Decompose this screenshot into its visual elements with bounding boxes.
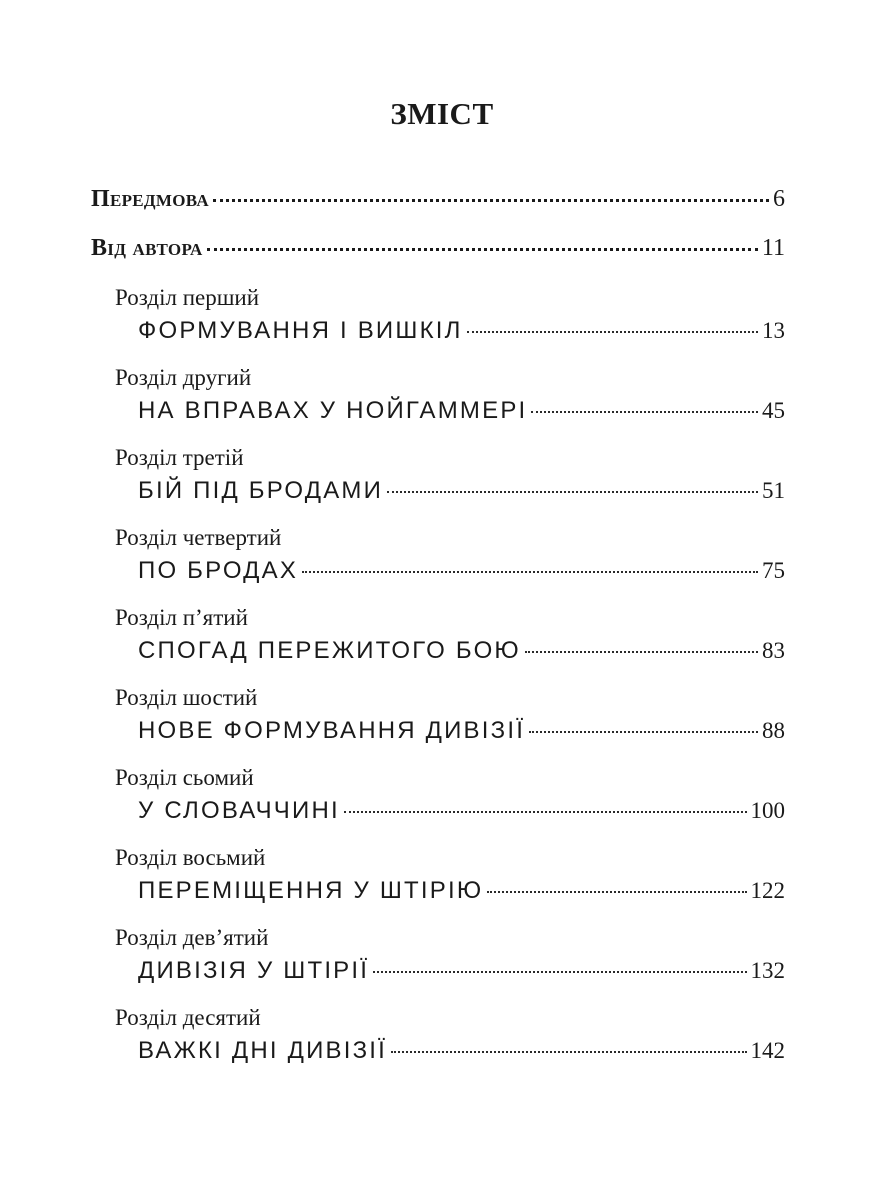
- toc-entry-title: Від автора: [91, 235, 203, 261]
- toc-entry-title: ВАЖКІ ДНІ ДИВІЗІЇ: [138, 1037, 388, 1064]
- toc-entry-page: 6: [773, 186, 785, 212]
- toc-entry-page: 13: [762, 318, 785, 343]
- dot-leader: [213, 199, 769, 202]
- dot-leader: [344, 811, 747, 813]
- chapter-label: Розділ сьомий: [115, 765, 254, 790]
- dot-leader: [373, 971, 746, 973]
- toc-entry-page: 83: [762, 638, 785, 663]
- toc-entry-title: ПО БРОДАХ: [138, 557, 299, 584]
- toc-entry-chapter[interactable]: [138, 717, 785, 745]
- toc-entry-page: 122: [750, 878, 785, 903]
- chapter-label: Розділ восьмий: [115, 845, 266, 870]
- chapter-label: Розділ перший: [115, 285, 260, 310]
- toc-entry-chapter[interactable]: [138, 477, 785, 505]
- toc-entry-title: СПОГАД ПЕРЕЖИТОГО БОЮ: [138, 637, 521, 664]
- chapter-label: Розділ десятий: [115, 1005, 261, 1030]
- toc-entry-title: ФОРМУВАННЯ І ВИШКІЛ: [138, 317, 463, 344]
- dot-leader: [531, 411, 758, 413]
- dot-leader: [467, 331, 758, 333]
- chapter-label: Розділ п’ятий: [115, 605, 248, 630]
- toc-entry-chapter[interactable]: [138, 1037, 785, 1065]
- toc-entry-title: БІЙ ПІД БРОДАМИ: [138, 477, 384, 504]
- dot-leader: [525, 651, 758, 653]
- toc-entry-chapter[interactable]: [138, 557, 785, 585]
- chapter-label: Розділ шостий: [115, 685, 258, 710]
- chapter-label: Розділ третій: [115, 445, 244, 470]
- toc-entry-page: 132: [750, 958, 785, 983]
- toc-entry-chapter[interactable]: [138, 957, 785, 985]
- toc-entry-title: ПЕРЕМІЩЕННЯ У ШТІРІЮ: [138, 877, 484, 904]
- toc-entry-page: 142: [750, 1038, 785, 1063]
- dot-leader: [487, 891, 746, 893]
- toc-entry-page: 75: [762, 558, 785, 583]
- toc-entry-chapter[interactable]: [138, 797, 785, 825]
- toc-entry-chapter[interactable]: [138, 317, 785, 345]
- dot-leader: [391, 1051, 746, 1053]
- dot-leader: [387, 491, 758, 493]
- page-title: ЗМІСТ: [390, 96, 494, 131]
- toc-entry-page: 45: [762, 398, 785, 423]
- toc-entry-title: НА ВПРАВАХ У НОЙГАММЕРІ: [138, 397, 528, 424]
- toc-entry-title: Передмова: [91, 186, 209, 212]
- toc-entry-chapter[interactable]: [138, 397, 785, 425]
- chapter-label: Розділ четвертий: [115, 525, 282, 550]
- toc-entry-title: ДИВІЗІЯ У ШТІРІЇ: [138, 957, 370, 984]
- dot-leader: [302, 571, 758, 573]
- toc-entry-title: У СЛОВАЧЧИНІ: [138, 797, 340, 824]
- toc-entry-page: 88: [762, 718, 785, 743]
- toc-entry-chapter[interactable]: [138, 877, 785, 905]
- toc-entry-preface[interactable]: [91, 186, 785, 213]
- toc-entry-page: 11: [761, 235, 785, 261]
- toc-entry-author-note[interactable]: [91, 235, 785, 262]
- toc-entry-page: 100: [750, 798, 785, 823]
- dot-leader: [529, 731, 758, 733]
- dot-leader: [207, 248, 758, 251]
- chapter-label: Розділ дев’ятий: [115, 925, 269, 950]
- toc-entry-page: 51: [762, 478, 785, 503]
- toc-entry-title: НОВЕ ФОРМУВАННЯ ДИВІЗІЇ: [138, 717, 526, 744]
- chapter-label: Розділ другий: [115, 365, 252, 390]
- toc-entry-chapter[interactable]: [138, 637, 785, 665]
